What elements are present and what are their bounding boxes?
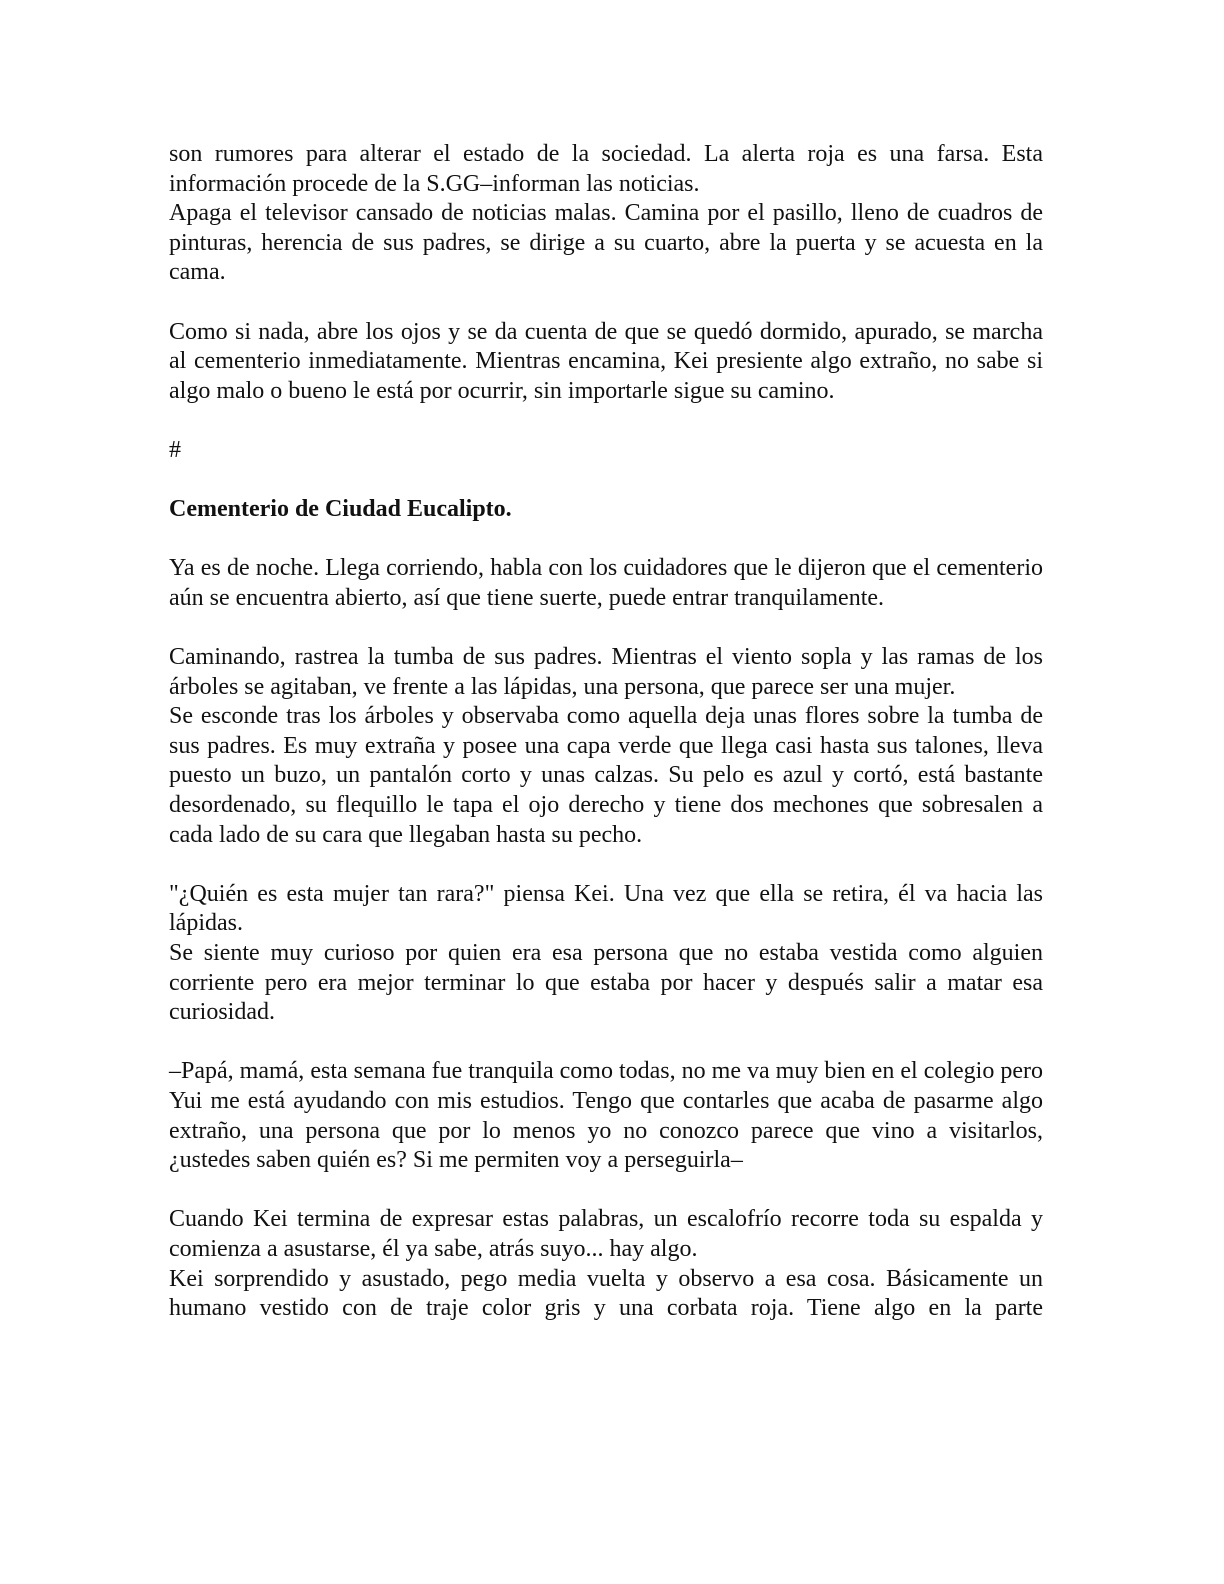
paragraph-gap	[169, 525, 1043, 555]
paragraph-curiosity: Se siente muy curioso por quien era esa persona que no estaba vestida como alguien corriente pero era mejor terminar lo que estaba por hacer y después salir a matar esa curiosidad.	[169, 940, 1043, 1026]
paragraph-gap	[169, 1176, 1043, 1206]
paragraph-woman-description: Se esconde tras los árboles y observaba como aquella deja unas flores sobre la tumba de sus padres. Es muy extraña y posee una capa verde que llega casi hasta sus talones, lleva puesto un buzo, un pantalón corto y unas calzas. Su pelo es azul y cortó, está bastante desordenado, su flequillo le tapa el ojo derecho y tiene dos mechones que sobresalen a cada lado de su cara que llegaban hasta su pecho.	[169, 703, 1043, 848]
paragraph-night-arrival: Ya es de noche. Llega corriendo, habla con los cuidadores que le dijeron que el cementerio aún se encuentra abierto, así que tiene suerte, puede entrar tranquilamente.	[169, 555, 1043, 611]
paragraph-gap	[169, 1028, 1043, 1058]
paragraph-gap	[169, 406, 1043, 436]
paragraph-wakes-up: Como si nada, abre los ojos y se da cuenta de que se quedó dormido, apurado, se marcha al cementerio inmediatamente. Mientras encamina, Kei presiente algo extraño, no sabe si algo malo o bueno le está por ocurrir, sin importarle sigue su camino.	[169, 318, 1043, 404]
section-heading: Cementerio de Ciudad Eucalipto.	[169, 496, 512, 523]
paragraph-news-report: son rumores para alterar el estado de la sociedad. La alerta roja es una farsa. Esta información procede de la S.GG–informan las noticias.	[169, 141, 1043, 197]
paragraph-kei-thinks: "¿Quién es esta mujer tan rara?" piensa Kei. Una vez que ella se retira, él va hacia las lápidas.	[169, 880, 1043, 937]
paragraph-turns-off-tv: Apaga el televisor cansado de noticias malas. Camina por el pasillo, lleno de cuadros de pinturas, herencia de sus padres, se dirige a su cuarto, abre la puerta y se acuesta en la cama.	[169, 200, 1043, 286]
paragraph-gap	[169, 614, 1043, 644]
paragraph-walking-tomb: Caminando, rastrea la tumba de sus padres. Mientras el viento sopla y las ramas de los árboles se agitaban, ve frente a las lápidas, una persona, que parece ser una mujer.	[169, 644, 1043, 700]
paragraph-gap	[169, 466, 1043, 496]
paragraph-shiver: Cuando Kei termina de expresar estas palabras, un escalofrío recorre toda su espalda y comienza a asustarse, él ya sabe, atrás suyo... hay algo.	[169, 1206, 1043, 1262]
document-page	[169, 140, 1043, 1324]
paragraph-dialogue: –Papá, mamá, esta semana fue tranquila como todas, no me va muy bien en el colegio pero Yui me está ayudando con mis estudios. Tengo que contarles que acaba de pasarme algo extraño, una persona que por lo menos yo no conozco parece que vino a visitarlos, ¿ustedes saben quién es? Si me permiten voy a perseguirla–	[169, 1058, 1043, 1174]
paragraph-turns-around: Kei sorprendido y asustado, pego media vuelta y observo a esa cosa. Básicamente un humano vestido con de traje color gris y una corbata roja. Tiene algo en la parte	[169, 1265, 1043, 1322]
paragraph-gap	[169, 288, 1043, 318]
paragraph-gap	[169, 850, 1043, 880]
scene-break-marker: #	[169, 436, 181, 463]
